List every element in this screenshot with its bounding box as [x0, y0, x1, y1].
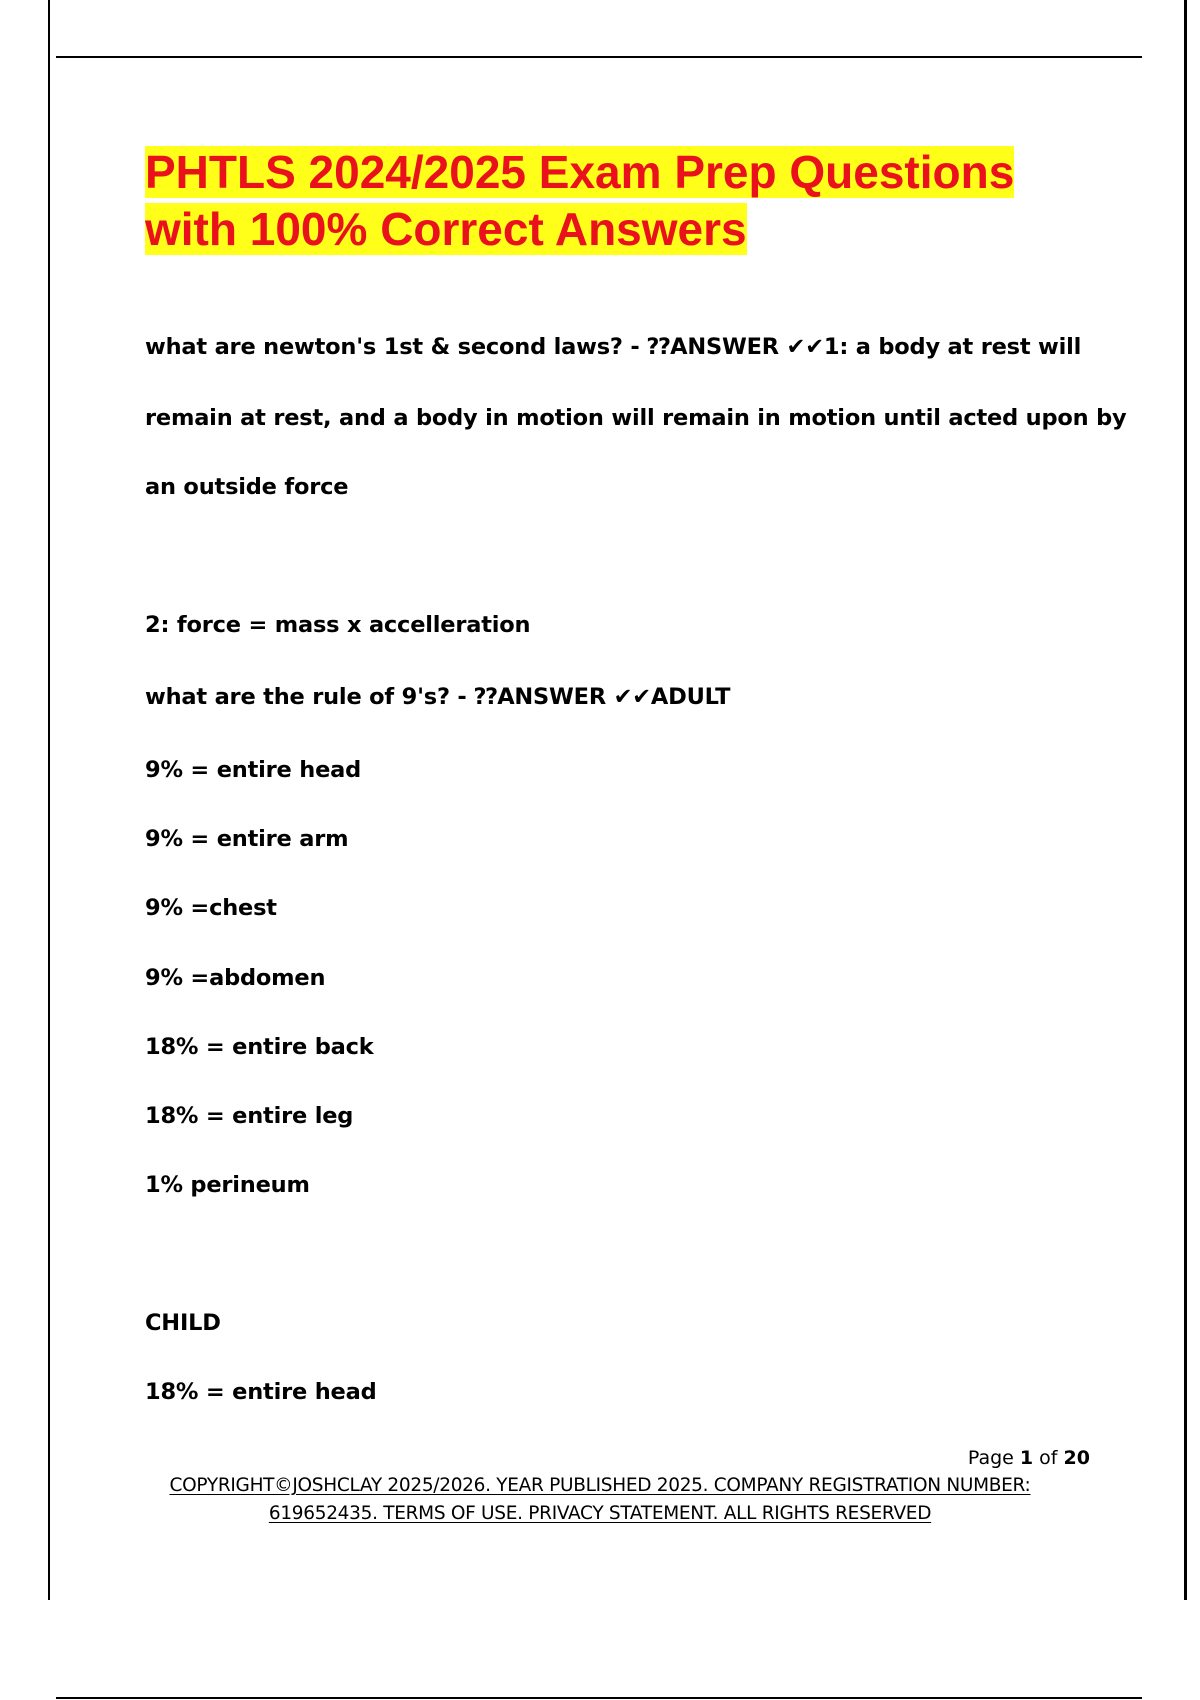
next-page-rule — [56, 1697, 1142, 1699]
page-of: of — [1039, 1447, 1058, 1469]
answer-line: 9% =abdomen — [145, 965, 326, 991]
page-label: Page — [967, 1447, 1014, 1469]
copyright-footer — [130, 1472, 1070, 1528]
answer-line: 1% perineum — [145, 1172, 310, 1198]
page-current: 1 — [1019, 1447, 1034, 1469]
answer-line: 2: force = mass x accelleration — [145, 612, 531, 638]
answer-line: 18% = entire back — [145, 1034, 374, 1060]
answer-line: what are newton's 1st & second laws? - ⁇ANSWER ✔✔1: a body at rest will — [145, 334, 1082, 360]
section-heading: CHILD — [145, 1310, 221, 1336]
header-rule — [56, 56, 1142, 58]
page-number — [955, 1446, 1090, 1470]
document-title — [145, 144, 1095, 258]
answer-line: 18% = entire head — [145, 1379, 377, 1405]
page-right-edge — [1184, 0, 1187, 1600]
title-line-1: PHTLS 2024/2025 Exam Prep Questions — [145, 146, 1015, 198]
answer-line: remain at rest, and a body in motion will remain in motion until acted upon by — [145, 405, 1127, 431]
answer-line: 9% =chest — [145, 895, 277, 921]
page-left-edge — [48, 0, 50, 1600]
copyright-line-2: 619652435. TERMS OF USE. PRIVACY STATEMENT. ALL RIGHTS RESERVED — [268, 1503, 932, 1524]
answer-line: 18% = entire leg — [145, 1103, 354, 1129]
answer-line: 9% = entire arm — [145, 826, 349, 852]
answer-line: what are the rule of 9's? - ⁇ANSWER ✔✔ADULT — [145, 684, 731, 710]
copyright-line-1: COPYRIGHT©JOSHCLAY 2025/2026. YEAR PUBLISHED 2025. COMPANY REGISTRATION NUMBER: — [169, 1475, 1031, 1496]
answer-line: 9% = entire head — [145, 757, 362, 783]
title-line-2: with 100% Correct Answers — [145, 203, 747, 255]
page-total: 20 — [1063, 1447, 1090, 1469]
answer-line: an outside force — [145, 474, 349, 500]
